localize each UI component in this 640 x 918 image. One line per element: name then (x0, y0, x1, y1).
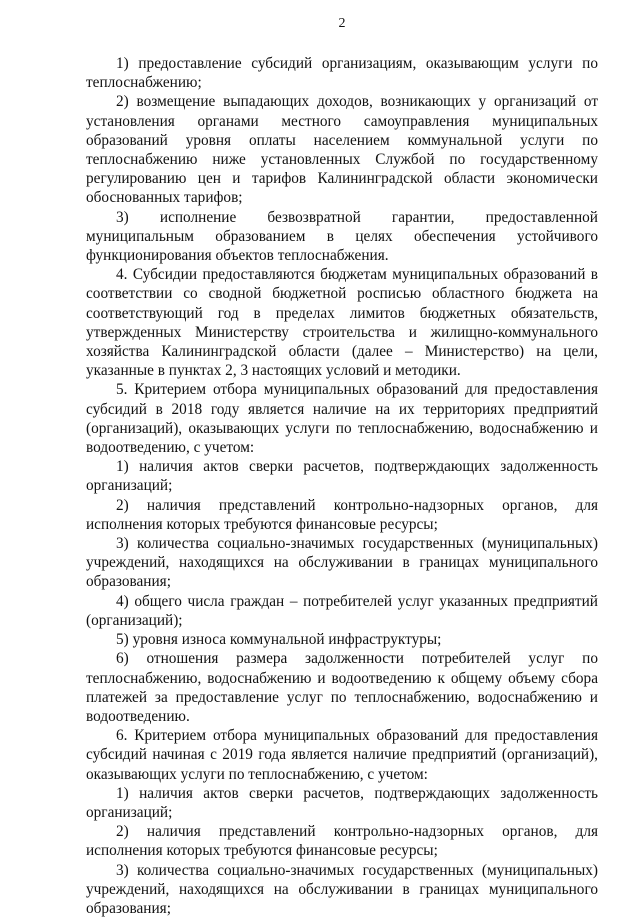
paragraph-criterion-5: 5) уровня износа коммунальной инфраструктуры; (116, 631, 442, 649)
page-number: 2 (338, 16, 346, 31)
paragraph-section-4: 4. Субсидии предоставляются бюджетам муниципальных образований в соответствии со сводной бюджетной росписью областного бюджета на соответствующий год в пределах лимитов бюджетных обязательств, утвержденных Министерству строительства и жилищно-коммунального хозяйства Калининградской области (далее – Министерство) на цели, указанные в пунктах 2, 3 настоящих условий и методики. (86, 266, 598, 380)
paragraph-criterion-2: 2) наличия представлений контрольно-надзорных органов, для исполнения которых требуются финансовые ресурсы; (86, 496, 598, 533)
paragraph-section-5: 5. Критерием отбора муниципальных образований для предоставления субсидий в 2018 году является наличие на их территориях предприятий (организаций), оказывающих услуги по теплоснабжению, водоснабжению и водоотведению, с учетом: (86, 381, 598, 457)
paragraph-item-1: 1) предоставление субсидий организациям, оказывающим услуги по теплоснабжению; (86, 55, 598, 92)
paragraph-criterion-4: 4) общего числа граждан – потребителей услуг указанных предприятий (организаций); (86, 592, 598, 629)
paragraph-section6-criterion-3: 3) количества социально-значимых государственных (муниципальных) учреждений, находящихся на обслуживании в границах муниципального образования; (86, 861, 598, 917)
paragraph-criterion-6: 6) отношения размера задолженности потребителей услуг по теплоснабжению, водоснабжению и водоотведению к общему объему сбора платежей за предоставление услуг по теплоснабжению, водоснабжению и водоотведению. (86, 650, 598, 725)
paragraph-criterion-1: 1) наличия актов сверки расчетов, подтверждающих задолженность организаций; (86, 458, 598, 495)
paragraph-criterion-3: 3) количества социально-значимых государственных (муниципальных) учреждений, находящихся на обслуживании в границах муниципального образования; (86, 535, 598, 591)
paragraph-item-2: 2) возмещение выпадающих доходов, возникающих у организаций от установления органами местного самоуправления муниципальных образований уровня оплаты населением коммунальной услуги по теплоснабжению ниже установленных Службой по государственному регулированию цен и тарифов Калининградской области экономически обоснованных тарифов; (86, 93, 598, 207)
paragraph-section6-criterion-1: 1) наличия актов сверки расчетов, подтверждающих задолженность организаций; (86, 784, 598, 821)
paragraph-item-3: 3) исполнение безвозвратной гарантии, предоставленной муниципальным образованием в целях обеспечения устойчивого функционирования объектов теплоснабжения. (86, 208, 598, 265)
paragraph-section6-criterion-2: 2) наличия представлений контрольно-надзорных органов, для исполнения которых требуются финансовые ресурсы; (86, 823, 598, 860)
paragraph-section-6: 6. Критерием отбора муниципальных образований для предоставления субсидий начиная с 2019 года является наличие предприятий (организаций), оказывающих услуги по теплоснабжению, с учетом: (86, 727, 598, 783)
